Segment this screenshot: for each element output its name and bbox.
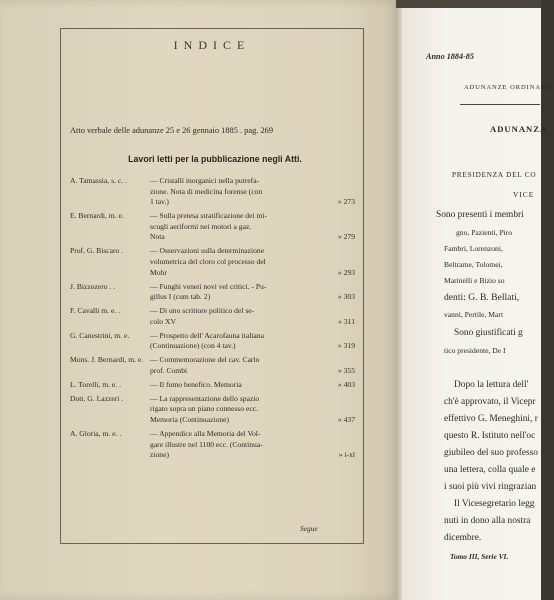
index-entry — [70, 380, 355, 391]
year-heading: Anno 1884-85 — [426, 52, 474, 61]
entry-author: F. Cavalli m. e. . — [70, 306, 121, 316]
heading-rule — [460, 104, 540, 105]
text-line: denti: G. B. Bellati, — [444, 292, 520, 303]
entry-description: — Sulla pretesa stratificazione dei mi- scugli aeriformi nei motori a gaz. Nota — [150, 211, 268, 242]
index-entry — [70, 246, 355, 278]
text-line: tico presidente, De I — [444, 346, 506, 355]
text-line: dicembre. — [444, 533, 482, 543]
entry-page: » 311 — [338, 316, 355, 326]
text-line: Sono presenti i membri — [436, 210, 524, 220]
text-line: ch'è approvato, il Vicepr — [444, 397, 536, 407]
text-line: Dopo la lettura dell' — [454, 380, 529, 390]
text-line: giubileo del suo professo — [444, 448, 538, 458]
entry-author: J. Bizzozero . . — [70, 281, 116, 291]
entry-page: » 279 — [337, 232, 355, 242]
text-line: Sono giustificati g — [454, 328, 523, 338]
entry-page: » 437 — [337, 415, 355, 424]
right-page — [402, 0, 554, 600]
entry-description: — Cristalli inorganici nella putrefa- zione. Nota di medicina forense (con 1 tav.) — [150, 176, 263, 207]
entry-description: — La rappresentazione dello spazio rigato sopra un piano connesso ecc. Memoria (Continuazione) — [150, 393, 260, 424]
entry-page: » 319 — [337, 341, 355, 351]
index-entry — [70, 176, 355, 208]
segue-label: Segue — [300, 524, 318, 533]
entry-author: A. Tamassia, s. c. . — [70, 176, 127, 185]
entry-author: Prof. G. Biscaro . — [70, 246, 124, 256]
entry-page: » 403 — [337, 379, 355, 389]
entry-description: — Prospetto dell' Acarofauna italiana (Continuazione) (con 4 tav.) — [150, 330, 264, 351]
text-line: questo R. Istituto nell'oc — [444, 431, 536, 441]
entry-description: — Appendice alla Memoria del Vol- gare illustre nel 1100 ecc. (Continua- zione) — [150, 428, 263, 460]
text-line: Beltrame, Tolomei, — [444, 260, 503, 269]
adunanza-heading: ADUNANZA — [490, 124, 548, 134]
text-line: una lettera, colla quale e — [444, 465, 536, 475]
entry-description: — Il fumo benefico. Memoria — [150, 379, 242, 389]
entry-author: A. Gloria, m. e. . — [70, 428, 122, 438]
entry-page: » 303 — [337, 292, 355, 302]
text-line: Marinelli e Bizio so — [444, 276, 505, 285]
index-entry — [70, 306, 355, 327]
entry-author: E. Bernardi, m. e. — [70, 211, 124, 221]
index-entry — [70, 355, 355, 376]
index-title: INDICE — [173, 38, 251, 52]
text-line: nuti in dono alla nostra — [444, 516, 531, 526]
entry-page: » 355 — [337, 365, 355, 375]
index-entries — [70, 176, 355, 464]
text-line: Il Vicesegretario legg — [454, 499, 535, 509]
text-line: vanni, Pertile, Mart — [444, 310, 504, 319]
entry-description: — Di uno scrittore politico del se- colo XV — [150, 306, 255, 326]
text-line: i suoi più vivi ringrazian — [444, 482, 537, 492]
text-line: Fambri, Lorenzoni, — [444, 244, 503, 253]
lavori-heading: Lavori letti per la pubblicazione negli Atti. — [128, 154, 302, 164]
entry-author: L. Torelli, m. e. . — [70, 379, 121, 389]
text-line: gno, Pazienti, Piro — [456, 228, 513, 237]
text-line: effettivo G. Meneghini, r — [444, 414, 538, 424]
entry-author: G. Canestrini, m. e. — [70, 330, 130, 340]
section-heading: ADUNANZE ORDINARIE — [464, 84, 554, 91]
index-entry — [70, 394, 355, 426]
entry-page: » i-xl — [338, 450, 355, 460]
entry-author: Dott. G. Lazzeri . — [70, 393, 124, 403]
page-top-edge — [396, 0, 541, 8]
entry-page: » 273 — [337, 197, 355, 207]
index-entry — [70, 211, 355, 243]
index-entry — [70, 331, 355, 352]
presidenza-line: PRESIDENZA DEL CO — [452, 171, 537, 179]
index-entry — [70, 282, 355, 303]
entry-description: — Funghi veneti novi vel critici. - Pu- gillus I (cum tab. 2) — [150, 281, 267, 302]
entry-description: — Commemorazione del cav. Carlo prof. Combi — [150, 355, 260, 375]
tomo-line: Tomo III, Serie VI. — [450, 552, 509, 561]
vice-line: VICE — [513, 190, 535, 199]
entry-description: — Osservazioni sulla determinazione volumetrica del cloro col processo del Mohr — [150, 246, 266, 277]
index-entry — [70, 429, 355, 461]
entry-page: » 293 — [337, 267, 355, 277]
entry-author: Mons. J. Bernardi, m. e. — [70, 355, 144, 365]
atto-verbale-line: Atto verbale delle adunanze 25 e 26 gennaio 1885 . pag. 269 — [70, 126, 274, 135]
